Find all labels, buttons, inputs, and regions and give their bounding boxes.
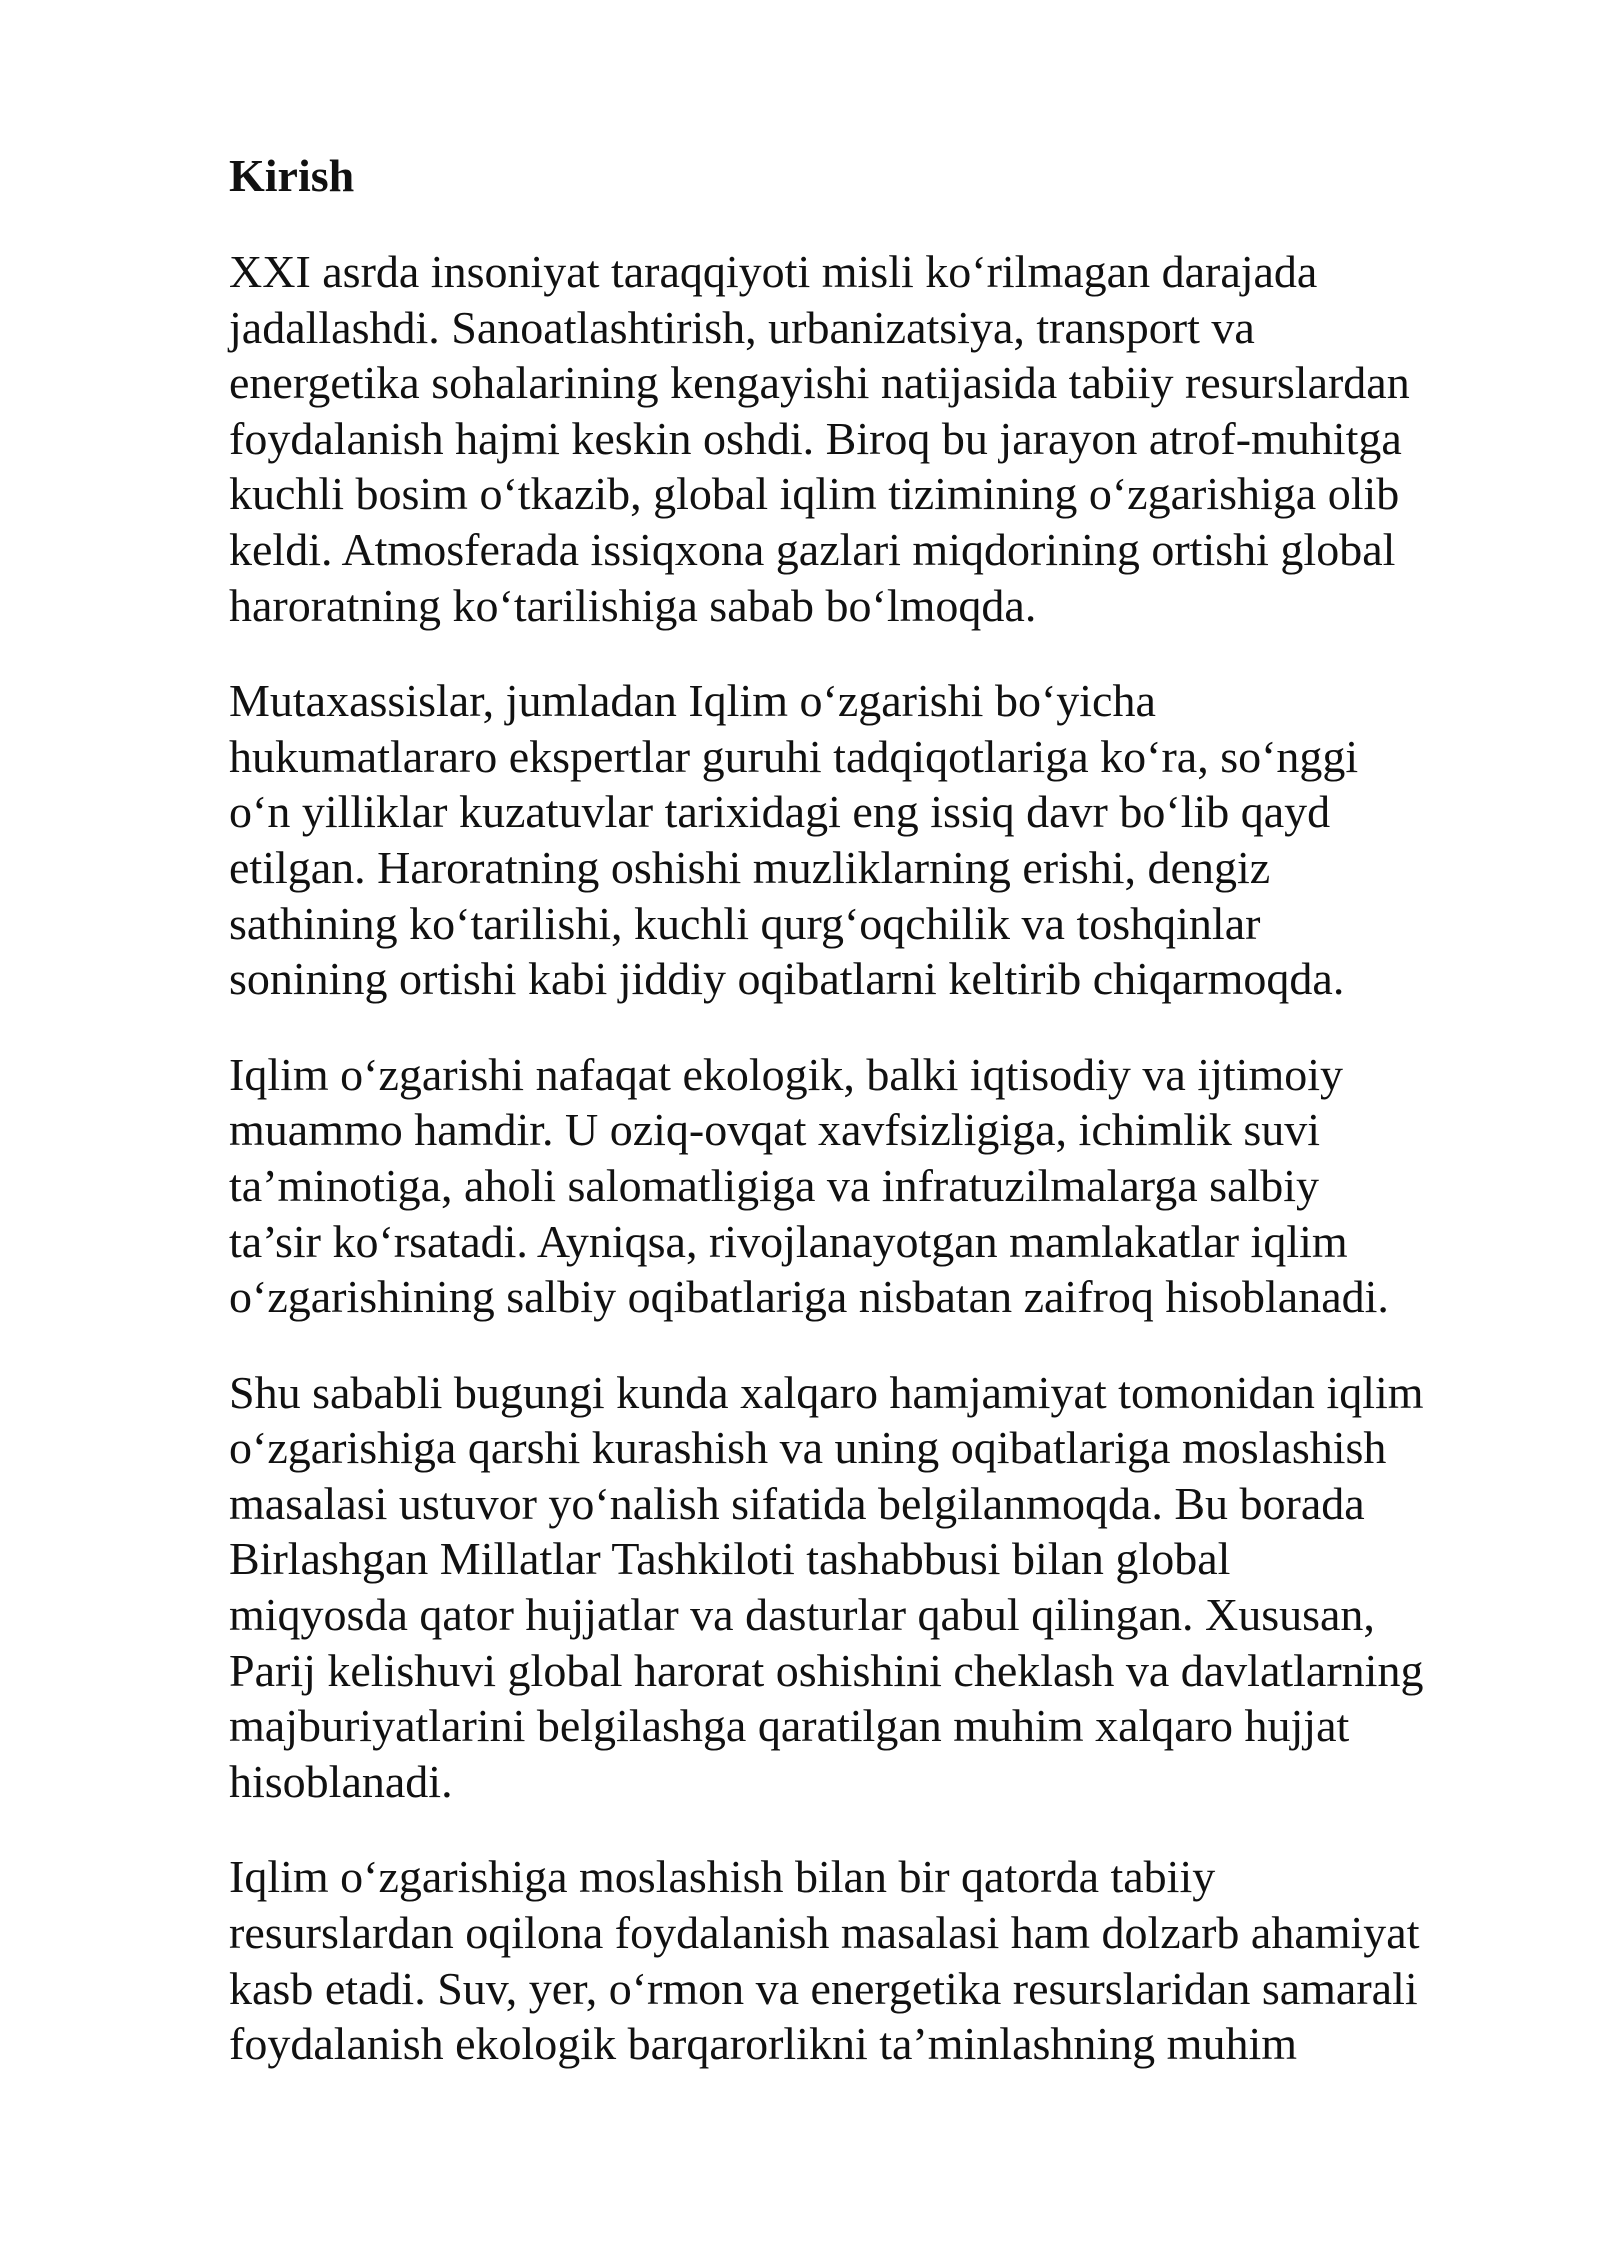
paragraph-line: XXI asrda insoniyat taraqqiyoti misli ko‘rilmagan darajada: [229, 246, 1318, 297]
paragraph-line: energetika sohalarining kengayishi natijasida tabiiy resurslardan: [229, 357, 1410, 409]
paragraph-1: [229, 244, 1519, 633]
paragraph-line: miqyosda qator hujjatlar va dasturlar qabul qilingan. Xususan,: [229, 1589, 1375, 1641]
paragraph-line: Iqlim o‘zgarishi nafaqat ekologik, balki iqtisodiy va ijtimoiy: [229, 1048, 1344, 1100]
paragraph-line: keldi. Atmosferada issiqxona gazlari miqdorining ortishi global: [229, 523, 1396, 575]
paragraph-line: muammo hamdir. U oziq-ovqat xavfsizligiga, ichimlik suvi: [229, 1104, 1321, 1156]
paragraph-line: majburiyatlarini belgilashga qaratilgan muhim xalqaro hujjat: [229, 1700, 1350, 1752]
paragraph-line: hukumatlararo ekspertlar guruhi tadqiqotlariga ko‘ra, so‘nggi: [229, 730, 1359, 782]
paragraph-line: Parij kelishuvi global harorat oshishini cheklash va davlatlarning: [229, 1644, 1424, 1696]
paragraph-2: [229, 673, 1519, 1007]
paragraph-line: Mutaxassislar, jumladan Iqlim o‘zgarishi bo‘yicha: [229, 675, 1156, 727]
paragraph-line: foydalanish ekologik barqarorlikni ta’minlashning muhim: [229, 2018, 1298, 2070]
paragraph-line: sonining ortishi kabi jiddiy oqibatlarni keltirib chiqarmoqda.: [229, 953, 1345, 1005]
paragraph-5: [229, 1849, 1519, 2071]
paragraph-line: kuchli bosim o‘tkazib, global iqlim tizimining o‘zgarishiga olib: [229, 468, 1400, 520]
paragraph-line: o‘zgarishiga qarshi kurashish va uning oqibatlariga moslashish: [229, 1422, 1387, 1474]
paragraph-line: ta’minotiga, aholi salomatligiga va infratuzilmalarga salbiy: [229, 1159, 1320, 1211]
paragraph-line: masalasi ustuvor yo‘nalish sifatida belgilanmoqda. Bu borada: [229, 1477, 1365, 1529]
paragraph-line: haroratning ko‘tarilishiga sabab bo‘lmoqda.: [229, 579, 1037, 631]
paragraph-line: kasb etadi. Suv, yer, o‘rmon va energetika resurslaridan samarali: [229, 1962, 1418, 2014]
paragraph-4: [229, 1365, 1519, 1810]
paragraph-line: hisoblanadi.: [229, 1755, 453, 1807]
paragraph-line: jadallashdi. Sanoatlashtirish, urbanizatsiya, transport va: [229, 301, 1255, 353]
paragraph-line: ta’sir ko‘rsatadi. Ayniqsa, rivojlanayotgan mamlakatlar iqlim: [229, 1215, 1348, 1267]
paragraph-line: Birlashgan Millatlar Tashkiloti tashabbusi bilan global: [229, 1533, 1231, 1585]
paragraph-line: etilgan. Haroratning oshishi muzliklarning erishi, dengiz: [229, 841, 1271, 893]
paragraph-line: resurslardan oqilona foydalanish masalasi ham dolzarb ahamiyat: [229, 1907, 1420, 1959]
paragraph-3: [229, 1047, 1519, 1325]
paragraph-line: o‘n yilliklar kuzatuvlar tarixidagi eng issiq davr bo‘lib qayd: [229, 786, 1331, 838]
paragraph-line: sathining ko‘tarilishi, kuchli qurg‘oqchilik va toshqinlar: [229, 897, 1261, 949]
paragraph-line: Iqlim o‘zgarishiga moslashish bilan bir qatorda tabiiy: [229, 1851, 1216, 1903]
document-body: [229, 148, 1519, 2112]
paragraph-line: foydalanish hajmi keskin oshdi. Biroq bu jarayon atrof-muhitga: [229, 412, 1402, 464]
section-heading: Kirish: [229, 150, 355, 201]
paragraph-line: Shu sababli bugungi kunda xalqaro hamjamiyat tomonidan iqlim: [229, 1366, 1424, 1418]
paragraph-line: o‘zgarishining salbiy oqibatlariga nisbatan zaifroq hisoblanadi.: [229, 1271, 1389, 1323]
